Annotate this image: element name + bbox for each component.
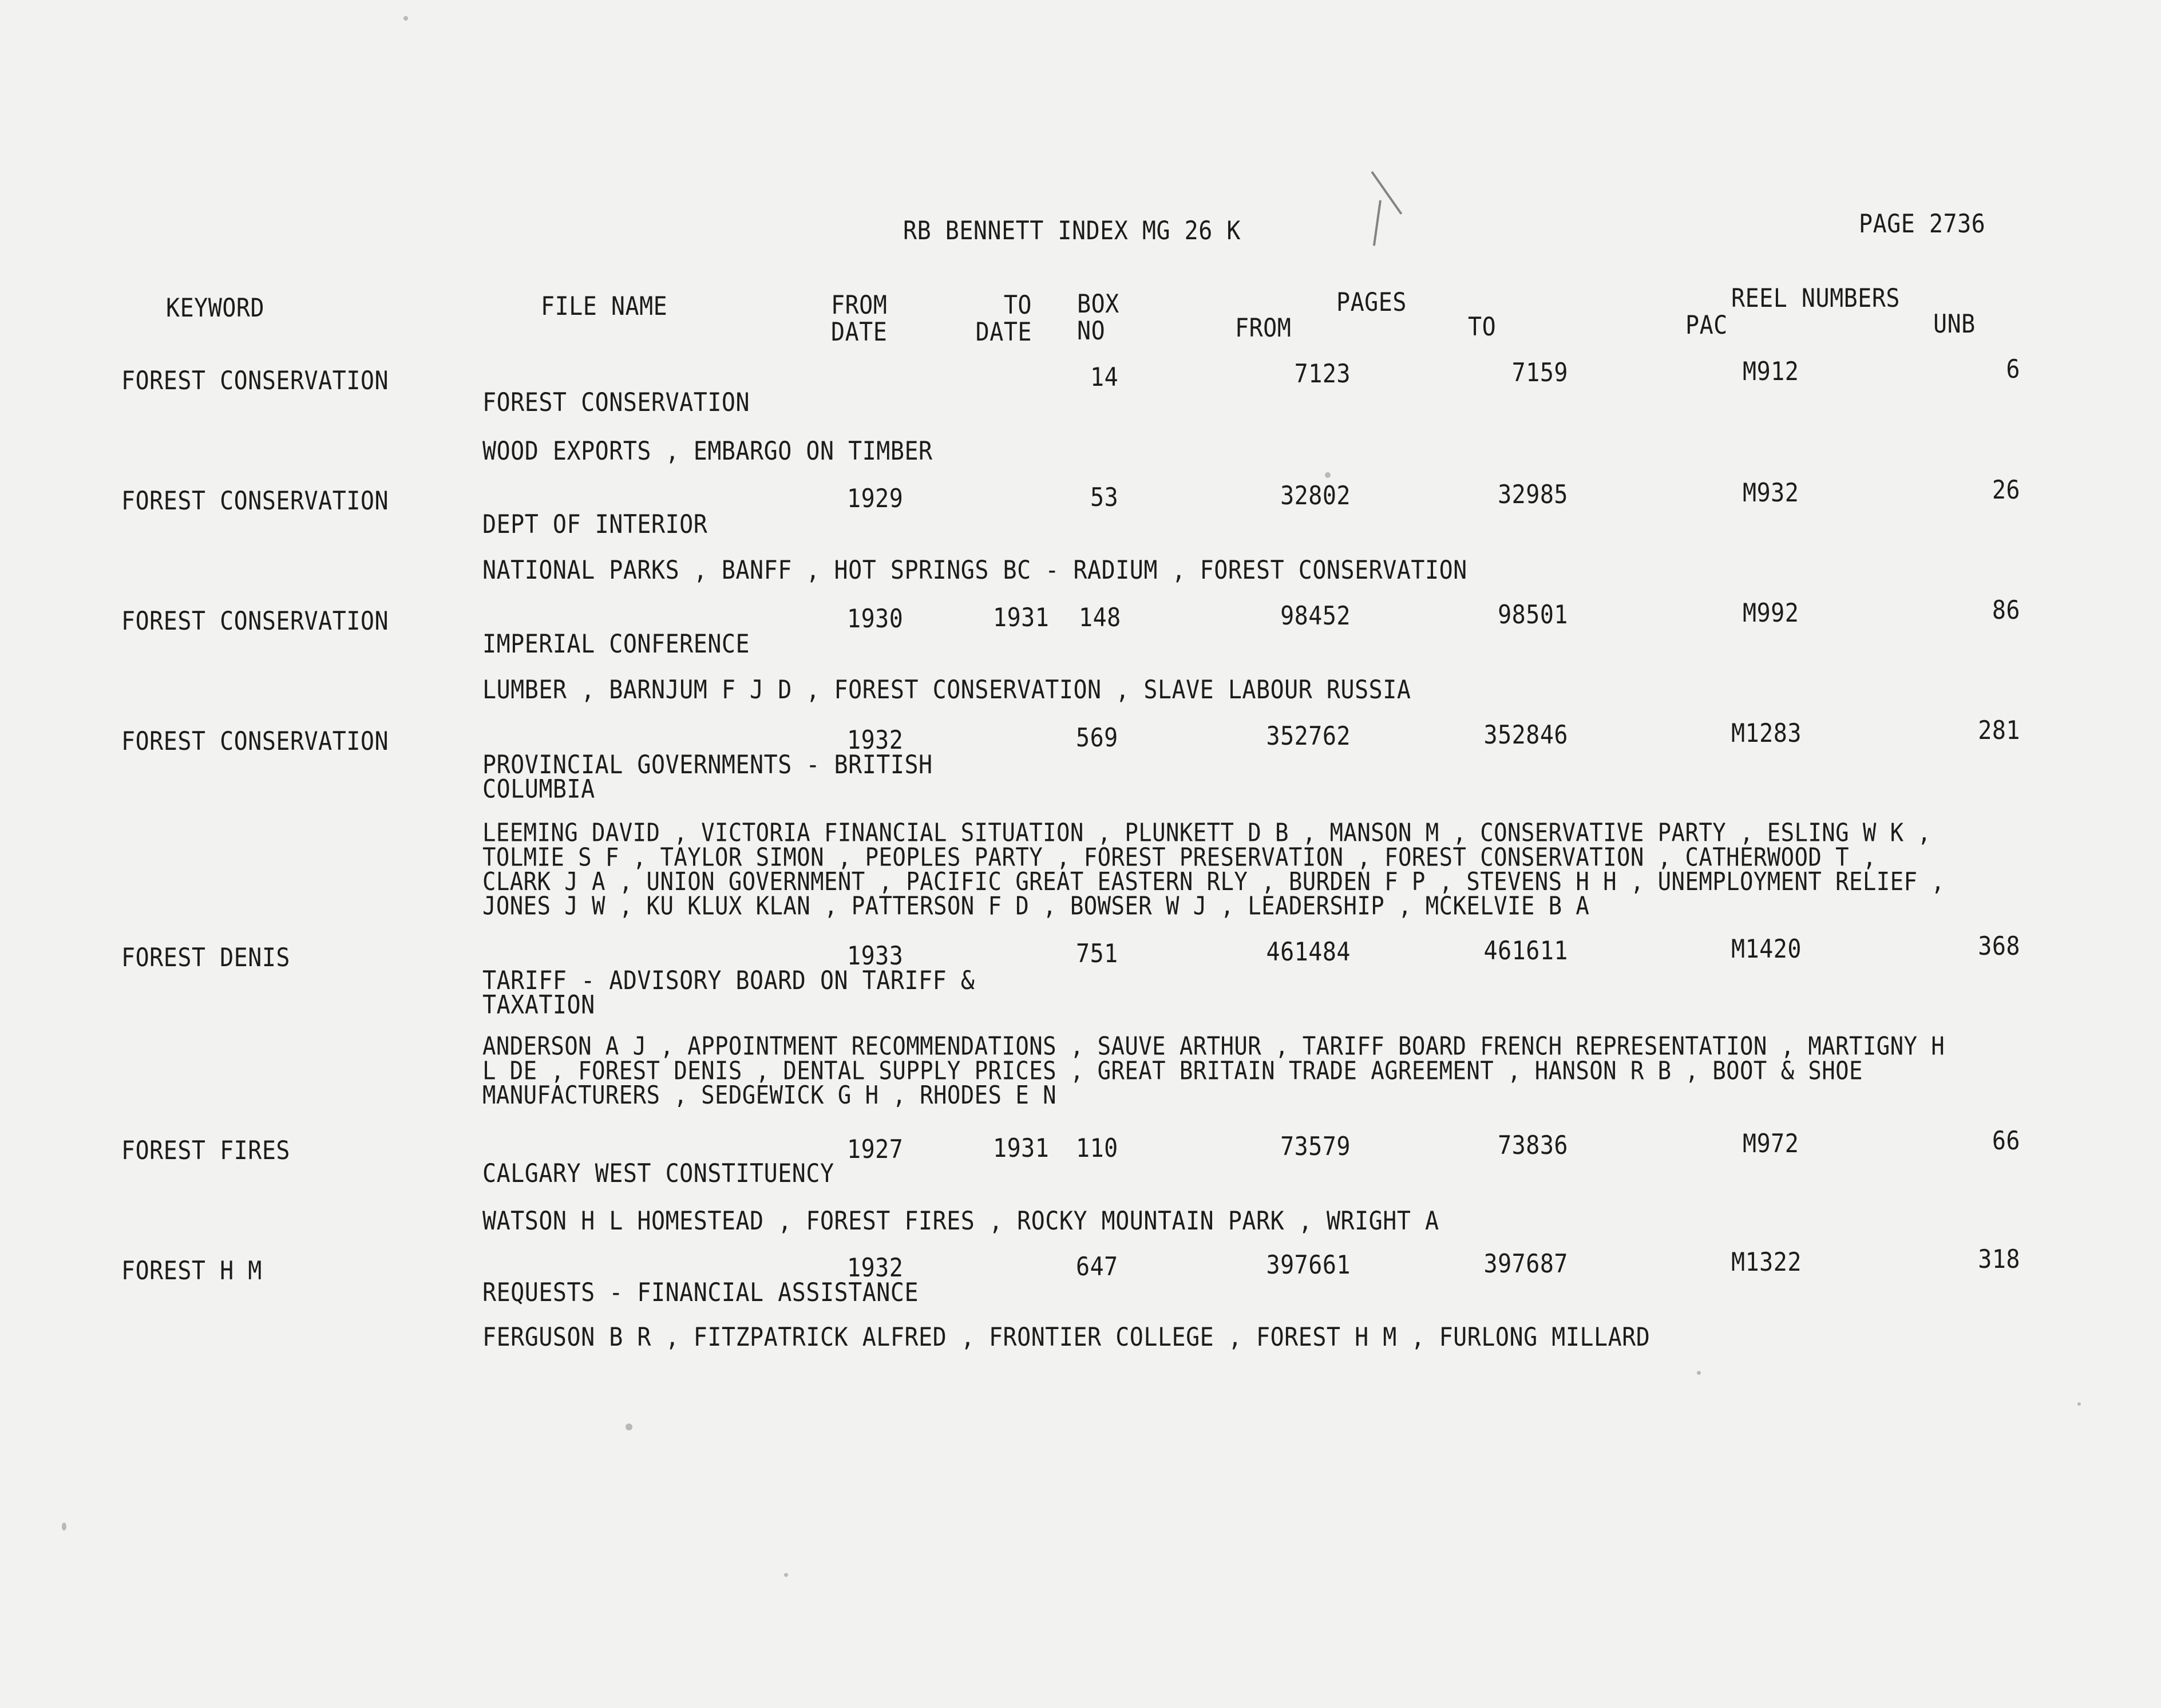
index-title: RB BENNETT INDEX MG 26 K xyxy=(903,216,1241,246)
entry-from-date: 1927 xyxy=(847,1134,904,1165)
entry-from-date: 1930 xyxy=(847,604,904,634)
col-box-no: BOX NO xyxy=(1077,289,1119,346)
entry-file-name: IMPERIAL CONFERENCE xyxy=(482,629,750,659)
entry-page-to: 98501 xyxy=(1498,600,1568,630)
entry-box-no: 647 xyxy=(1076,1252,1118,1282)
scan-speck xyxy=(62,1523,66,1531)
entry-subjects: LUMBER , BARNJUM F J D , FOREST CONSERVATION , SLAVE LABOUR RUSSIA xyxy=(482,675,1411,705)
entry-page-from: 397661 xyxy=(1266,1250,1351,1280)
col-reel-numbers: REEL NUMBERS xyxy=(1731,283,1900,314)
scan-speck xyxy=(1697,1371,1701,1375)
scan-speck xyxy=(1325,472,1331,478)
scan-speck xyxy=(2077,1402,2081,1406)
entry-page-to: 352846 xyxy=(1483,720,1568,750)
entry-file-name: REQUESTS - FINANCIAL ASSISTANCE xyxy=(482,1278,919,1308)
entry-file-name: FOREST CONSERVATION xyxy=(482,388,750,418)
scan-speck xyxy=(403,16,408,21)
entry-box-no: 148 xyxy=(1079,603,1121,633)
entry-subjects: WATSON H L HOMESTEAD , FOREST FIRES , ROCKY MOUNTAIN PARK , WRIGHT A xyxy=(482,1206,1439,1236)
entry-page-to: 461611 xyxy=(1483,936,1568,966)
entry-keyword: FOREST DENIS xyxy=(121,943,290,973)
scan-speck xyxy=(626,1424,632,1430)
entry-keyword: FOREST CONSERVATION xyxy=(121,486,389,516)
entry-subjects: NATIONAL PARKS , BANFF , HOT SPRINGS BC - RADIUM , FOREST CONSERVATION xyxy=(482,555,1467,586)
entry-unb-reel: 26 xyxy=(1992,475,2020,505)
entry-file-name: TARIFF - ADVISORY BOARD ON TARIFF & TAXATION xyxy=(482,966,975,1020)
entry-page-from: 352762 xyxy=(1266,721,1351,752)
entry-page-to: 7159 xyxy=(1511,358,1568,388)
entry-from-date: 1933 xyxy=(847,941,904,971)
entry-file-name: DEPT OF INTERIOR xyxy=(482,509,708,540)
entry-to-date: 1931 xyxy=(993,1133,1050,1164)
col-to-date: TO DATE xyxy=(975,290,1032,347)
entry-box-no: 751 xyxy=(1076,939,1118,969)
entry-unb-reel: 66 xyxy=(1992,1126,2020,1156)
entry-keyword: FOREST CONSERVATION xyxy=(121,366,389,396)
entry-pac-reel: M912 xyxy=(1743,357,1799,387)
entry-unb-reel: 318 xyxy=(1978,1244,2020,1275)
entry-page-to: 397687 xyxy=(1483,1249,1568,1279)
entry-box-no: 569 xyxy=(1076,723,1118,753)
entry-page-to: 73836 xyxy=(1498,1130,1568,1161)
entry-unb-reel: 368 xyxy=(1978,931,2020,962)
entry-box-no: 110 xyxy=(1076,1133,1118,1164)
entry-subjects: ANDERSON A J , APPOINTMENT RECOMMENDATIONS , SAUVE ARTHUR , TARIFF BOARD FRENCH REPRESENTATION , MARTIGNY H L DE , FOREST DENIS , DENTAL SUPPLY PRICES , GREAT BRITAIN TRADE AGREEMENT , HANSON R B , BOOT & SHOE MANUFACTURERS , SEDGEWICK G H , RHODES E N xyxy=(482,1032,1945,1110)
entry-subjects: LEEMING DAVID , VICTORIA FINANCIAL SITUATION , PLUNKETT D B , MANSON M , CONSERVATIVE PARTY , ESLING W K , TOLMIE S F , TAYLOR SIMON , PEOPLES PARTY , FOREST PRESERVATION , FOREST CONSERVATION , CATHERWOOD T , CLARK J A , UNION GOVERNMENT , PACIFIC GREAT EASTERN RLY , BURDEN F P , STEVENS H H , UNEMPLOYMENT RELIEF , JONES J W , KU KLUX KLAN , PATTERSON F D , BOWSER W J , LEADERSHIP , MCKELVIE B A xyxy=(482,819,1945,921)
entry-keyword: FOREST CONSERVATION xyxy=(121,606,389,636)
col-pac: PAC xyxy=(1685,310,1728,341)
entry-from-date: 1929 xyxy=(847,484,904,514)
scan-scratch-mark xyxy=(1371,171,1402,215)
entry-page-from: 98452 xyxy=(1280,601,1351,631)
col-keyword: KEYWORD xyxy=(166,293,265,323)
entry-pac-reel: M1322 xyxy=(1731,1247,1802,1278)
entry-pac-reel: M972 xyxy=(1743,1129,1799,1159)
entry-from-date: 1932 xyxy=(847,1253,904,1283)
entry-unb-reel: 6 xyxy=(2006,354,2020,385)
entry-page-from: 73579 xyxy=(1280,1132,1351,1162)
col-from-date: FROM DATE xyxy=(831,290,888,347)
scan-scratch-mark xyxy=(1373,200,1382,246)
entry-file-name: PROVINCIAL GOVERNMENTS - BRITISH COLUMBIA xyxy=(482,750,933,804)
entry-keyword: FOREST FIRES xyxy=(121,1136,290,1166)
col-file-name: FILE NAME xyxy=(541,291,668,322)
entry-file-name: CALGARY WEST CONSTITUENCY xyxy=(482,1159,834,1189)
entry-box-no: 53 xyxy=(1090,483,1119,513)
entry-unb-reel: 281 xyxy=(1978,715,2020,746)
entry-page-to: 32985 xyxy=(1498,480,1568,510)
col-pages-to: TO xyxy=(1468,312,1497,342)
entry-subjects: WOOD EXPORTS , EMBARGO ON TIMBER xyxy=(482,436,933,466)
col-unb: UNB xyxy=(1933,309,1976,339)
entry-box-no: 14 xyxy=(1090,362,1119,393)
entry-from-date: 1932 xyxy=(847,725,904,756)
entry-pac-reel: M932 xyxy=(1743,478,1799,508)
entry-to-date: 1931 xyxy=(993,603,1050,633)
col-pages-from: FROM xyxy=(1235,313,1292,343)
entry-pac-reel: M992 xyxy=(1743,598,1799,628)
entry-keyword: FOREST CONSERVATION xyxy=(121,726,389,757)
page-number: PAGE 2736 xyxy=(1859,209,1986,239)
scan-speck xyxy=(784,1573,788,1577)
entry-page-from: 32802 xyxy=(1280,481,1351,511)
entry-page-from: 7123 xyxy=(1294,359,1351,389)
col-pages: PAGES xyxy=(1336,287,1407,318)
entry-unb-reel: 86 xyxy=(1992,595,2020,626)
entry-pac-reel: M1420 xyxy=(1731,934,1802,964)
entry-pac-reel: M1283 xyxy=(1731,718,1802,749)
entry-subjects: FERGUSON B R , FITZPATRICK ALFRED , FRONTIER COLLEGE , FOREST H M , FURLONG MILLARD xyxy=(482,1322,1651,1353)
entry-page-from: 461484 xyxy=(1266,937,1351,967)
entry-keyword: FOREST H M xyxy=(121,1256,262,1286)
